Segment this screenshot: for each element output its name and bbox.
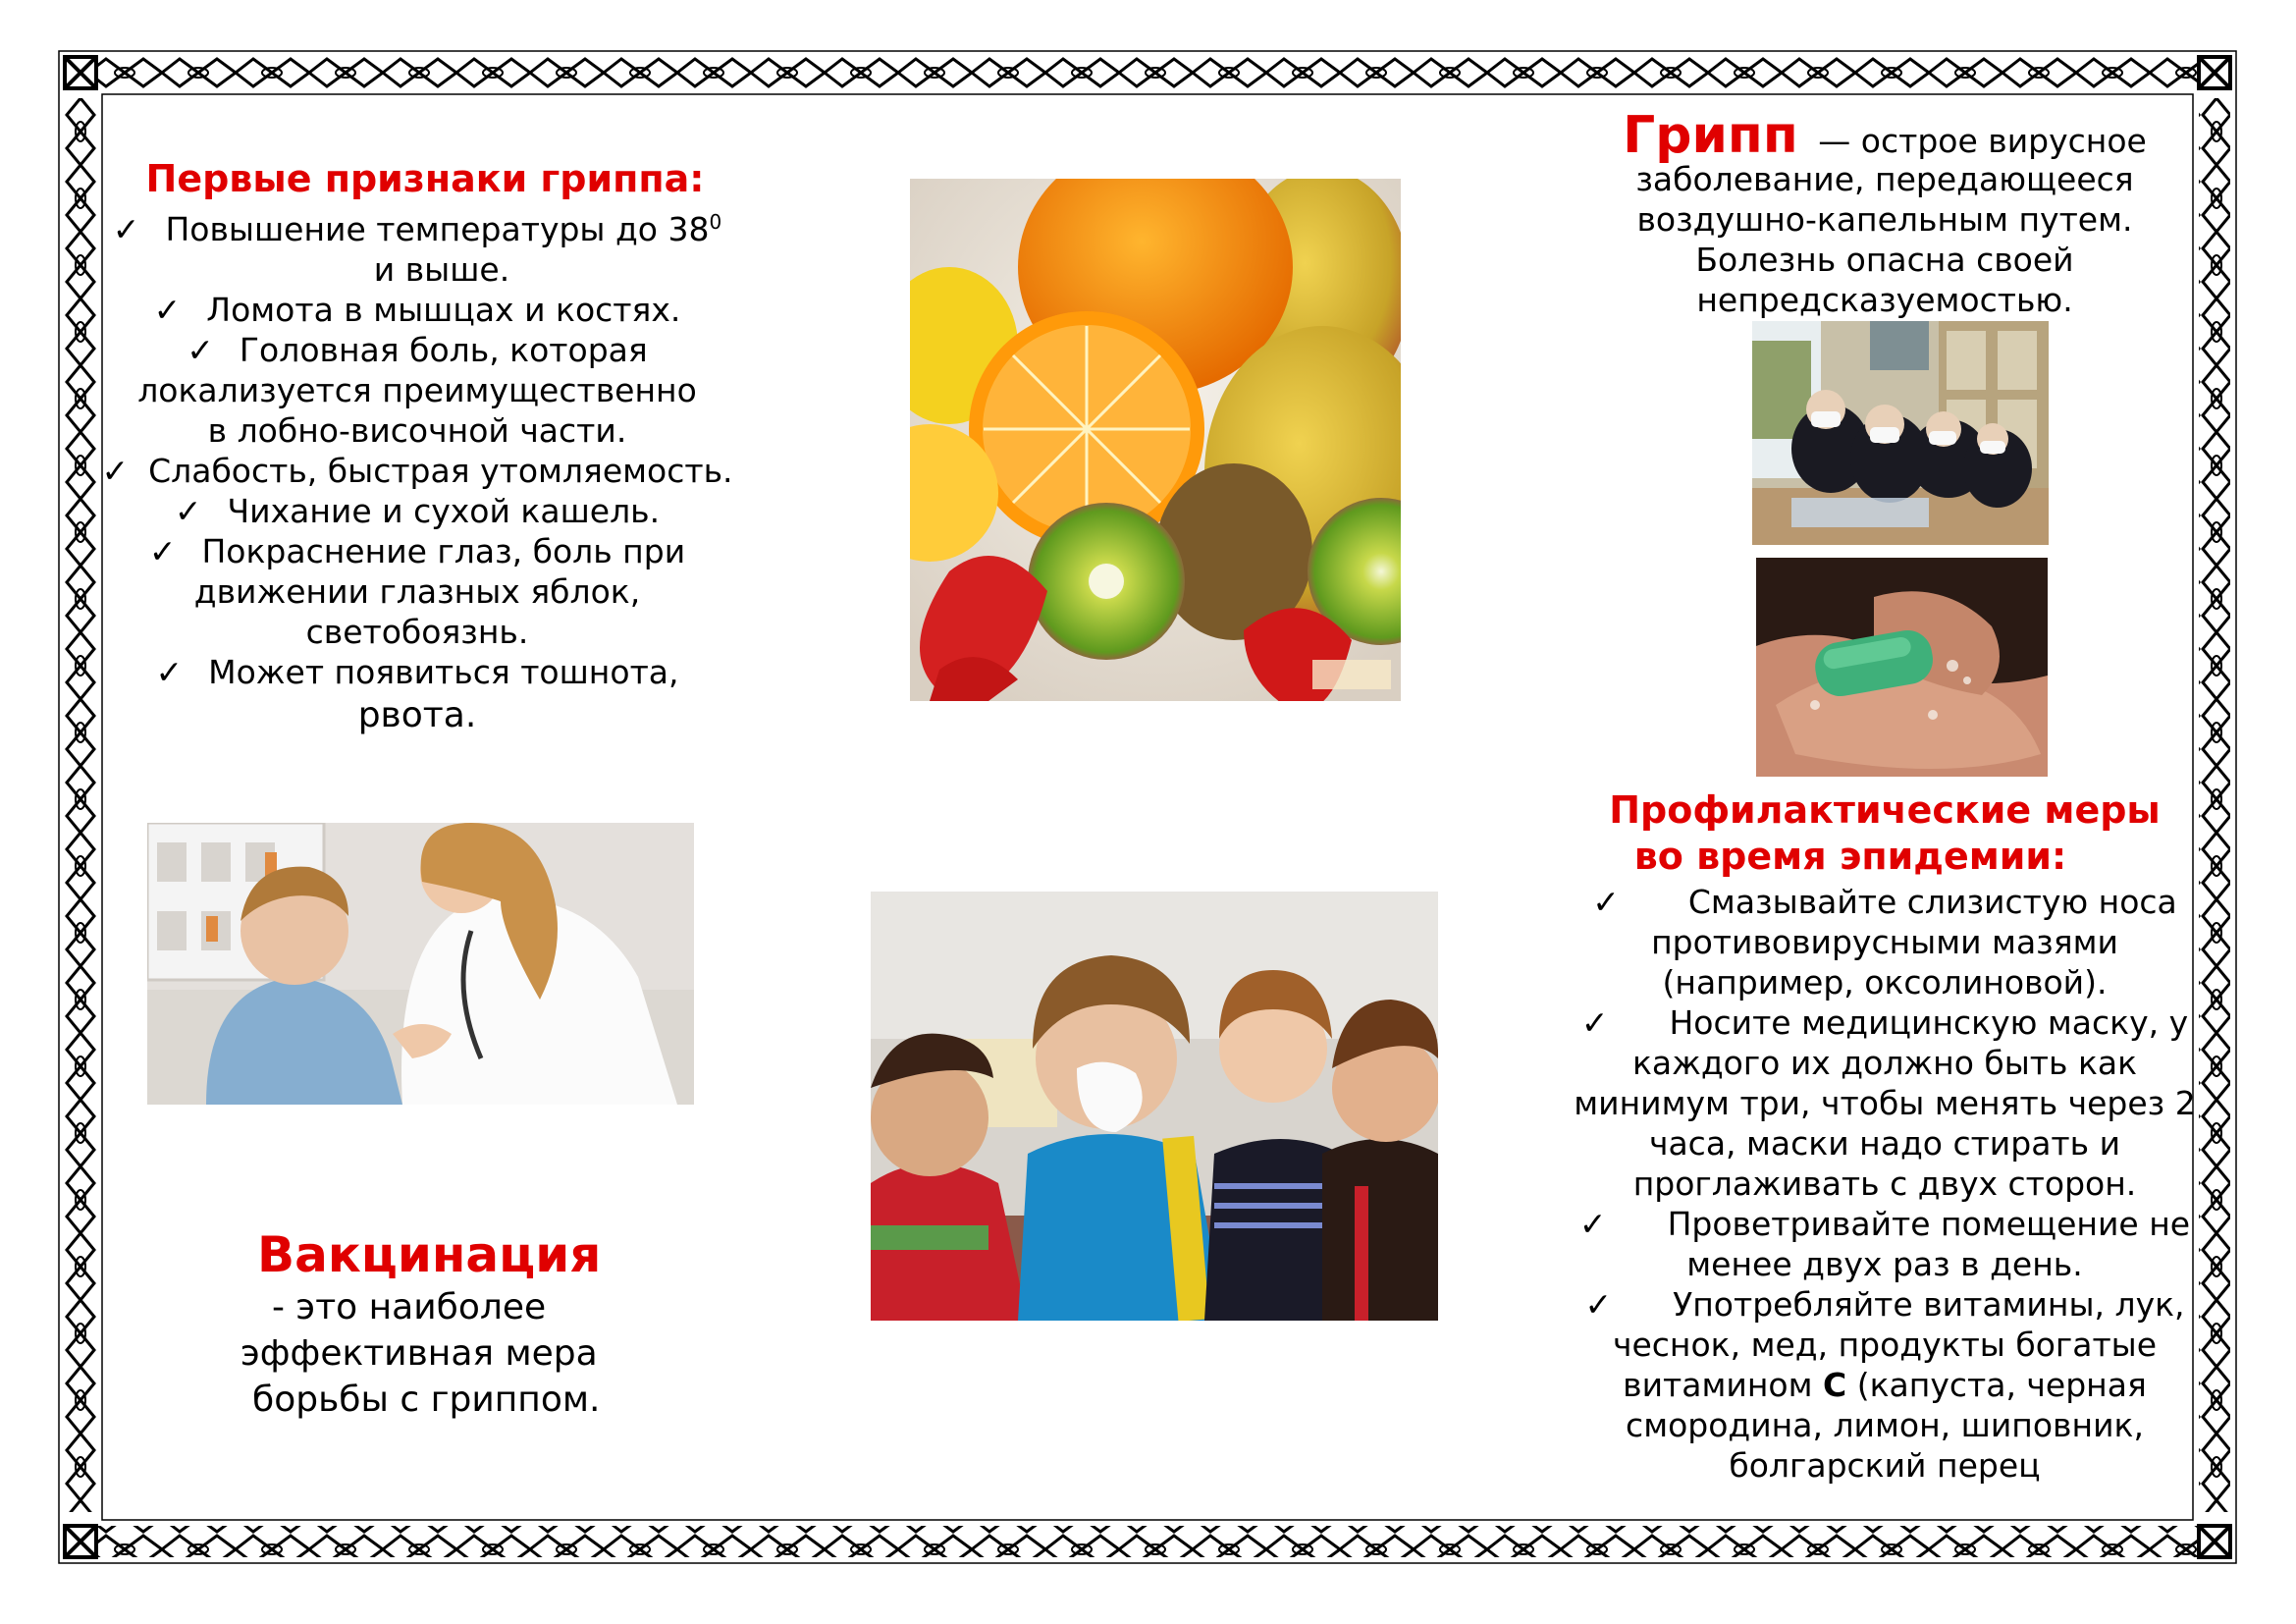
symptom-item-cont: светобоязнь. — [305, 613, 529, 651]
symptom-item-cont: движении глазных яблок, — [193, 572, 641, 611]
prevention-list: ✓ Смазывайте слизистую носа противовирусными мазями (например, оксолиновой). ✓ Носите медицинскую маску, у каждого их должно быть как минимум три, чтобы менять через 2 часа, маски надо стирать и проглаживать с двух сторон. ✓ Проветривайте помещение не менее двух раз в день. ✓ Употребляйте витамины, лук, чеснок, мед, продукты богатые витамином С (капуста, черная смородина, лимон, шиповник, болгарский перец — [1561, 882, 2209, 1486]
check-icon: ✓ — [101, 452, 130, 490]
symptom-item-cont: локализуется преимущественно — [137, 371, 697, 409]
fruits-photo — [910, 179, 1401, 701]
prevention-title: Профилактические меры во время эпидемии: — [1609, 788, 2161, 878]
symptom-item-cont: рвота. — [357, 695, 477, 735]
symptom-item: ✓ Покраснение глаз, боль при — [148, 532, 686, 570]
symptom-item: ✓ Чихание и сухой кашель. — [174, 492, 661, 530]
symptom-item: ✓ Повышение температуры до $38^0$ — [112, 210, 722, 248]
symptom-item-cont: и выше. — [373, 250, 510, 289]
symptom-item: ✓ Головная боль, которая — [187, 331, 648, 369]
check-icon: ✓ — [153, 291, 182, 329]
symptom-item: ✓ Может появиться тошнота, — [155, 653, 679, 691]
check-icon: ✓ — [174, 492, 202, 530]
symptoms-title: Первые признаки гриппа: — [145, 157, 705, 200]
vaccination-title: Вакцинация — [257, 1226, 602, 1283]
check-icon: ✓ — [112, 210, 140, 248]
check-icon: ✓ — [1584, 1285, 1613, 1324]
doctor-vaccination-photo — [147, 823, 694, 1105]
check-icon: ✓ — [1592, 883, 1620, 921]
flu-definition: Грипп — острое вирусное заболевание, передающееся воздушно-капельным путем. Болезнь опасна своей непредсказуемостью. — [1623, 106, 2147, 319]
symptom-item-cont: в лобно-височной части. — [207, 411, 627, 450]
check-icon: ✓ — [155, 653, 184, 691]
symptom-item: ✓ Слабость, быстрая утомляемость. — [101, 452, 733, 490]
measure-item: ✓ Носите медицинскую маску, у — [1580, 1003, 2189, 1042]
measure-item: ✓ Смазывайте слизистую носа — [1592, 883, 2177, 921]
hand-washing-photo — [1756, 558, 2048, 777]
vaccination-text: - это наиболее эффективная мера борьбы с гриппом. — [240, 1287, 601, 1420]
flu-title: Грипп — [1623, 106, 1798, 165]
check-icon: ✓ — [1580, 1003, 1609, 1042]
measure-item: ✓ Проветривайте помещение не — [1578, 1205, 2191, 1243]
symptoms-list — [98, 202, 736, 739]
check-icon: ✓ — [187, 331, 214, 369]
check-icon: ✓ — [148, 532, 177, 570]
classroom-masks-photo — [1752, 321, 2049, 545]
check-icon: ✓ — [1578, 1205, 1607, 1243]
children-sneezing-photo — [871, 892, 1438, 1321]
measure-item: ✓ Употребляйте витамины, лук, — [1584, 1285, 2185, 1324]
symptom-item: ✓ Ломота в мышцах и костях. — [153, 291, 681, 329]
